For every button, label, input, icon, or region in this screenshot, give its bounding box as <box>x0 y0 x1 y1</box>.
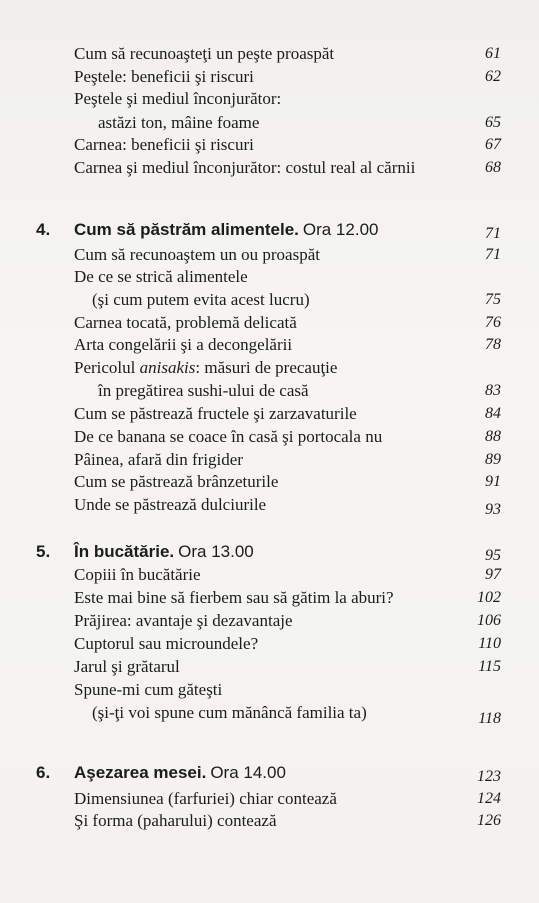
toc-entry-title: Arta congelării şi a decongelării <box>74 335 293 354</box>
toc-entry-page: 91 <box>485 473 501 490</box>
toc-entry-page: 78 <box>485 336 501 353</box>
toc-entry-page: 102 <box>477 589 501 606</box>
chapter-title <box>74 218 378 242</box>
toc-entry-title: Cum să recunoaştem un ou proaspăt <box>74 245 320 264</box>
toc-entry-title-post: : măsuri de precauţie <box>195 358 338 377</box>
chapter-title-text: Cum să păstrăm alimentele. <box>74 220 299 239</box>
toc-entry-title: De ce banana se coace în casă şi portocala nu <box>74 427 383 446</box>
toc-entry-page: 68 <box>485 159 501 176</box>
toc-entry-title: Dimensiunea (farfuriei) chiar contează <box>74 789 337 808</box>
toc-entry-page: 67 <box>485 136 501 153</box>
toc-entry-title: Cum se păstrează brânzeturile <box>74 472 279 491</box>
chapter-number: 4. <box>36 220 51 239</box>
toc-entry-title-italic: anisakis <box>139 358 196 377</box>
toc-entry-title: Unde se păstrează dulciurile <box>74 495 267 514</box>
toc-entry-page: 89 <box>485 451 501 468</box>
toc-entry-title: astăzi ton, mâine foame <box>98 113 260 132</box>
toc-entry-title: (şi cum putem evita acest lucru) <box>92 290 310 309</box>
toc-entry-page: 106 <box>477 612 501 629</box>
chapter-page: 71 <box>485 225 501 242</box>
toc-entry-title: Spune-mi cum găteşti <box>74 680 223 699</box>
toc-entry-page: 126 <box>477 812 501 829</box>
toc-entry-title-pre: Pericolul <box>74 358 140 377</box>
toc-entry-page: 75 <box>485 291 501 308</box>
toc-entry-page: 65 <box>485 114 501 131</box>
chapter-page: 123 <box>477 768 501 785</box>
chapter-title-text: În bucătărie. <box>74 542 175 561</box>
toc-entry-title: Peştele şi mediul înconjurător: <box>74 89 282 108</box>
toc-entry-title: Peştele: beneficii şi riscuri <box>74 67 254 86</box>
toc-entry-page: 76 <box>485 314 501 331</box>
chapter-time: Ora 14.00 <box>210 763 286 782</box>
toc-entry-page: 71 <box>485 246 501 263</box>
chapter-title <box>74 761 286 785</box>
toc-entry-page: 110 <box>478 635 501 652</box>
toc-entry-title: în pregătirea sushi-ului de casă <box>98 381 309 400</box>
toc-entry-page: 118 <box>478 710 501 727</box>
toc-entry-title: Carnea: beneficii şi riscuri <box>74 135 254 154</box>
chapter-page: 95 <box>485 547 501 564</box>
chapter-number: 5. <box>36 542 51 561</box>
toc-entry-title: De ce se strică alimentele <box>74 267 248 286</box>
toc-entry-title <box>74 357 337 379</box>
toc-entry-page: 124 <box>477 790 501 807</box>
toc-entry-title: (şi-ţi voi spune cum mănâncă familia ta) <box>92 703 367 722</box>
toc-entry-title: Jarul şi grătarul <box>74 657 180 676</box>
toc-entry-title: Cuptorul sau microundele? <box>74 634 259 653</box>
chapter-time: Ora 12.00 <box>302 220 379 239</box>
toc-entry-title: Cum se păstrează fructele şi zarzavaturile <box>74 404 357 423</box>
toc-entry-page: 84 <box>485 405 501 422</box>
chapter-number: 6. <box>36 763 51 782</box>
chapter-time: Ora 13.00 <box>178 542 254 561</box>
toc-entry-title: Este mai bine să fierbem sau să gătim la aburi? <box>74 588 394 607</box>
toc-entry-title: Prăjirea: avantaje şi dezavantaje <box>74 611 293 630</box>
toc-entry-page: 83 <box>485 382 501 399</box>
toc-entry-page: 88 <box>485 428 501 445</box>
toc-entry-page: 93 <box>485 501 501 518</box>
toc-entry-title: Şi forma (paharului) contează <box>74 811 277 830</box>
toc-entry-title: Cum să recunoaşteţi un peşte proaspăt <box>74 44 335 63</box>
chapter-title-text: Aşezarea mesei. <box>74 763 207 782</box>
toc-entry-title: Pâinea, afară din frigider <box>74 450 243 469</box>
toc-entry-page: 62 <box>485 68 501 85</box>
toc-entry-page: 115 <box>478 658 501 675</box>
toc-entry-page: 61 <box>485 45 501 62</box>
toc-entry-title: Carnea tocată, problemă delicată <box>74 313 297 332</box>
chapter-title <box>74 540 254 564</box>
toc-entry-title: Carnea şi mediul înconjurător: costul real al cărnii <box>74 158 416 177</box>
toc-entry-page: 97 <box>485 566 501 583</box>
toc-entry-title: Copiii în bucătărie <box>74 565 201 584</box>
